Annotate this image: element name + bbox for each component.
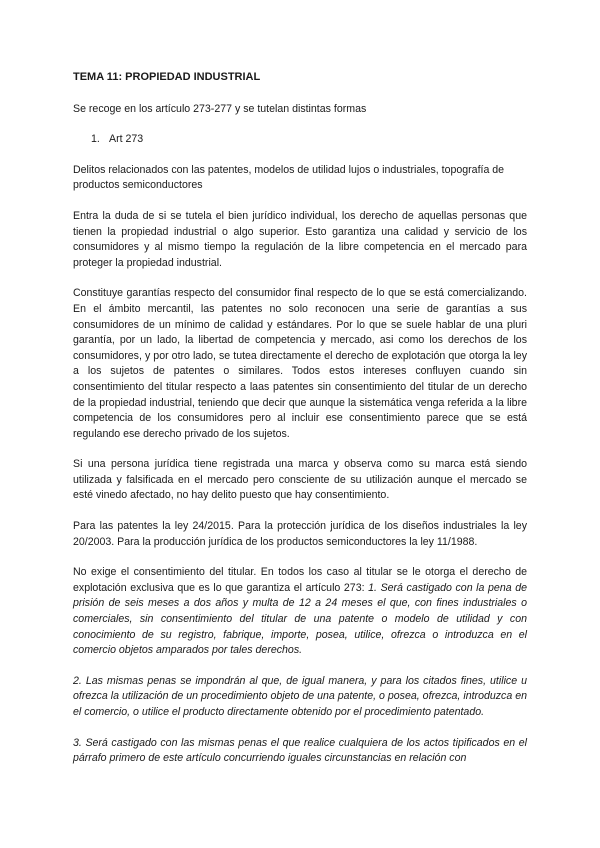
italic-paragraph-2: 2. Las mismas penas se impondrán al que, de igual manera, y para los citados fines, utilice u ofrezca la utilización de un procedimiento objeto de una patente, o posea, ofrezca, introduzca en el comercio, o utilice el producto directamente obtenido por el procedimiento patentado.	[73, 674, 527, 718]
paragraph-delitos: Delitos relacionados con las patentes, modelos de utilidad lujos o industriales, topografía de productos semiconductores	[73, 163, 505, 192]
document-title: TEMA 11: PROPIEDAD INDUSTRIAL	[73, 71, 261, 83]
numbered-list	[73, 132, 527, 148]
paragraph-garantias: Constituye garantías respecto del consumidor final respecto de lo que se está comercializando. En el ámbito mercantil, las patentes no solo reconocen una serie de garantías a sus consumidores de un mínimo de calidad y estándares. Por lo que se suele hablar de una pluri garantía, por un lado, la libertad de competencia y mercado, asi como los derechos de los consumidores, y por otro lado, se tutea directamente el derecho de explotación que otorga la ley a los sujetos de patentes o similares. Todos estos intereses confluyen cuando sin consentimiento del titular respecto a laas patentes sin consentimiento del titular de un derecho de la propiedad industrial, teniendo que decir que aunque la sistemática venga referida a la libre competencia de los consumidores pero al incluir ese consentimiento parece que se está regulando ese derecho privado de los sujetos.	[73, 287, 527, 440]
article-quote-text: 1. Será castigado con la pena de prisión de seis meses a dos años y multa de 12 a 24 meses el que, con fines industriales o comerciales, sin consentimiento del titular de una patente o modelo de utilidad y con conocimiento de su registro, fabrique, importe, posea, utilice, ofrezca o introduzca en el comercio objetos amparados por tales derechos.	[73, 581, 527, 657]
italic-paragraph-3: 3. Será castigado con las mismas penas el que realice cualquiera de los actos tipificados en el párrafo primero de este artículo concurriendo iguales circunstancias en relación con	[73, 736, 527, 765]
paragraph-persona-juridica: Si una persona jurídica tiene registrada una marca y observa como su marca está siendo utilizada y falsificada en el mercado pero consciente de su utilización aunque el mercado se esté vinedo afectado, no hay delito puesto que hay consentimiento.	[73, 458, 527, 502]
list-item-number: 1.	[91, 133, 100, 146]
paragraph-bien-juridico: Entra la duda de si se tutela el bien jurídico individual, los derecho de aquellas personas que tienen la propiedad industrial o algo superior. Esto garantiza una calidad y servicio de los consumidores y al mismo tiempo la regulación de la libre competencia en el mercado para proteger la propiedad industrial.	[73, 209, 527, 269]
paragraph-articulo-273	[73, 565, 527, 659]
intro-paragraph: Se recoge en los artículo 273-277 y se tutelan distintas formas	[73, 102, 367, 115]
article-lead-text: No exige el consentimiento del titular. En todos los caso al titular se le otorga el derecho de explotación exclusiva que es lo que garantiza el artículo 273:	[73, 566, 527, 594]
paragraph-leyes: Para las patentes la ley 24/2015. Para la protección jurídica de los diseños industriales la ley 20/2003. Para la producción jurídica de los productos semiconductores la ley 11/1988.	[73, 520, 527, 548]
list-item-label: Art 273	[109, 133, 144, 146]
